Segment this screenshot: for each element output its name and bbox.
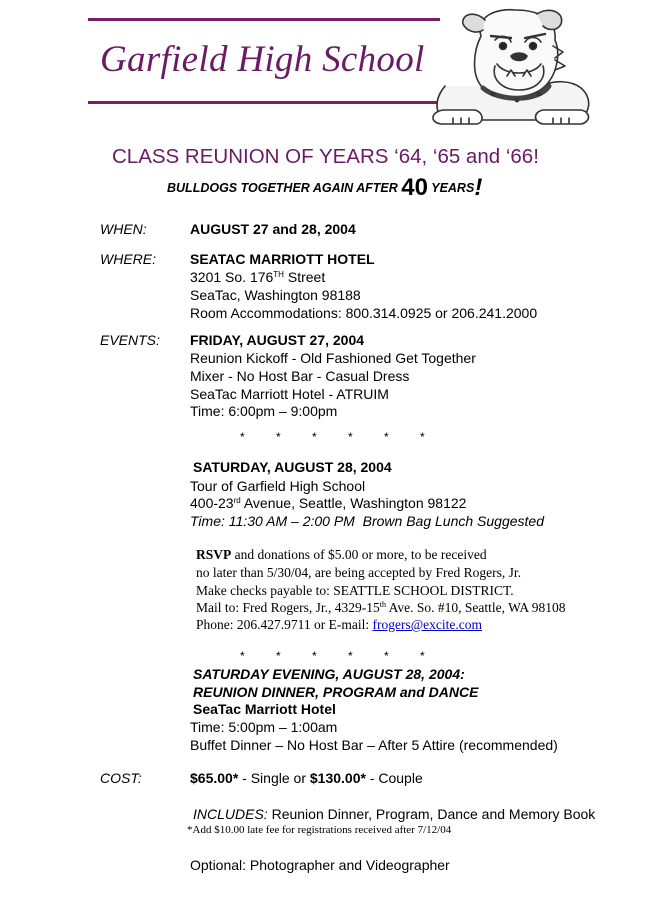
where-city: SeaTac, Washington 98188 bbox=[190, 287, 361, 303]
bulldog-mascot-icon bbox=[425, 6, 597, 128]
street-pre: 3201 So. 176 bbox=[190, 269, 274, 285]
addr-sup: rd bbox=[233, 496, 241, 505]
couple-label: - Couple bbox=[365, 770, 423, 786]
couple-price: $130.00* bbox=[309, 770, 366, 786]
rsvp-phone bbox=[196, 617, 482, 633]
star: * bbox=[384, 430, 389, 444]
reunion-subtitle bbox=[167, 174, 482, 202]
star: * bbox=[240, 649, 245, 663]
subtitle-post: YEARS bbox=[431, 181, 475, 195]
mail-post: Ave. So. #10, Seattle, WA 98108 bbox=[385, 600, 566, 615]
rsvp-line-2: no later than 5/30/04, are being accepted by Fred Rogers, Jr. bbox=[196, 565, 522, 580]
events-label: EVENTS: bbox=[100, 332, 160, 348]
addr-pre: 400-23 bbox=[190, 495, 234, 511]
subtitle-number: 40 bbox=[401, 174, 428, 201]
rsvp-mail bbox=[196, 600, 565, 616]
single-price: $65.00* bbox=[190, 770, 239, 786]
rsvp-bold: RSVP bbox=[196, 547, 232, 562]
star: * bbox=[348, 430, 353, 444]
rsvp-line-1-rest: and donations of $5.00 or more, to be received bbox=[231, 547, 487, 562]
saturday-time: Time: 11:30 AM – 2:00 PM bbox=[190, 513, 355, 529]
school-name: Garfield High School bbox=[100, 39, 425, 80]
star: * bbox=[240, 430, 245, 444]
mail-sup: th bbox=[379, 600, 386, 609]
saturday-line-1: Tour of Garfield High School bbox=[190, 478, 366, 494]
where-rooms: Room Accommodations: 800.314.0925 or 206.241.2000 bbox=[190, 305, 538, 321]
evening-details: Buffet Dinner – No Host Bar – After 5 Attire (recommended) bbox=[190, 737, 558, 753]
evening-venue: SeaTac Marriott Hotel bbox=[193, 701, 336, 717]
friday-line-1: Reunion Kickoff - Old Fashioned Get Together bbox=[190, 350, 476, 366]
mail-pre: Mail to: Fred Rogers, Jr., 4329-15 bbox=[196, 600, 380, 615]
top-rule bbox=[88, 18, 440, 21]
saturday-lunch: Brown Bag Lunch Suggested bbox=[362, 513, 544, 529]
friday-line-3: SeaTac Marriott Hotel - ATRUIM bbox=[190, 386, 389, 402]
includes-value: Reunion Dinner, Program, Dance and Memory Book bbox=[267, 806, 596, 822]
saturday-heading: SATURDAY, AUGUST 28, 2004 bbox=[193, 459, 392, 475]
includes-row bbox=[193, 806, 595, 822]
subtitle-bang: ! bbox=[474, 174, 483, 201]
cost-value bbox=[190, 770, 423, 786]
separator-stars-2 bbox=[240, 649, 456, 663]
friday-time: Time: 6:00pm – 9:00pm bbox=[190, 403, 338, 419]
star: * bbox=[348, 649, 353, 663]
subtitle-pre: BULLDOGS TOGETHER AGAIN AFTER bbox=[167, 181, 398, 195]
rsvp-line-1 bbox=[196, 547, 487, 563]
friday-line-2: Mixer - No Host Bar - Casual Dress bbox=[190, 368, 410, 384]
evening-time: Time: 5:00pm – 1:00am bbox=[190, 719, 338, 735]
friday-heading: FRIDAY, AUGUST 27, 2004 bbox=[190, 332, 365, 348]
phone-pre: Phone: 206.427.9711 or E-mail: bbox=[196, 617, 373, 632]
single-label: - Single or bbox=[238, 770, 310, 786]
where-label: WHERE: bbox=[100, 251, 156, 267]
star: * bbox=[420, 430, 425, 444]
separator-stars bbox=[240, 430, 456, 444]
saturday-address bbox=[190, 495, 466, 511]
addr-post: Avenue, Seattle, Washington 98122 bbox=[240, 495, 467, 511]
star: * bbox=[312, 649, 317, 663]
star: * bbox=[276, 430, 281, 444]
email-link[interactable]: frogers@excite.com bbox=[372, 617, 482, 632]
rsvp-line-3: Make checks payable to: SEATTLE SCHOOL DISTRICT. bbox=[196, 583, 514, 598]
reunion-title: CLASS REUNION OF YEARS ‘64, ‘65 and ‘66! bbox=[112, 145, 539, 168]
when-value: AUGUST 27 and 28, 2004 bbox=[190, 221, 356, 237]
optional-note: Optional: Photographer and Videographer bbox=[190, 857, 450, 873]
star: * bbox=[384, 649, 389, 663]
street-sup: TH bbox=[273, 270, 284, 279]
star: * bbox=[312, 430, 317, 444]
evening-heading-2: REUNION DINNER, PROGRAM and DANCE bbox=[193, 684, 479, 700]
evening-heading-1: SATURDAY EVENING, AUGUST 28, 2004: bbox=[193, 666, 465, 682]
cost-label: COST: bbox=[100, 770, 142, 786]
star: * bbox=[420, 649, 425, 663]
includes-label: INCLUDES: bbox=[193, 806, 268, 822]
star: * bbox=[276, 649, 281, 663]
bottom-rule bbox=[88, 101, 440, 104]
saturday-time-row bbox=[190, 513, 544, 529]
street-post: Street bbox=[283, 269, 326, 285]
where-venue: SEATAC MARRIOTT HOTEL bbox=[190, 251, 375, 267]
where-street bbox=[190, 269, 325, 285]
when-label: WHEN: bbox=[100, 221, 147, 237]
late-fee-note: *Add $10.00 late fee for registrations received after 7/12/04 bbox=[187, 824, 452, 836]
